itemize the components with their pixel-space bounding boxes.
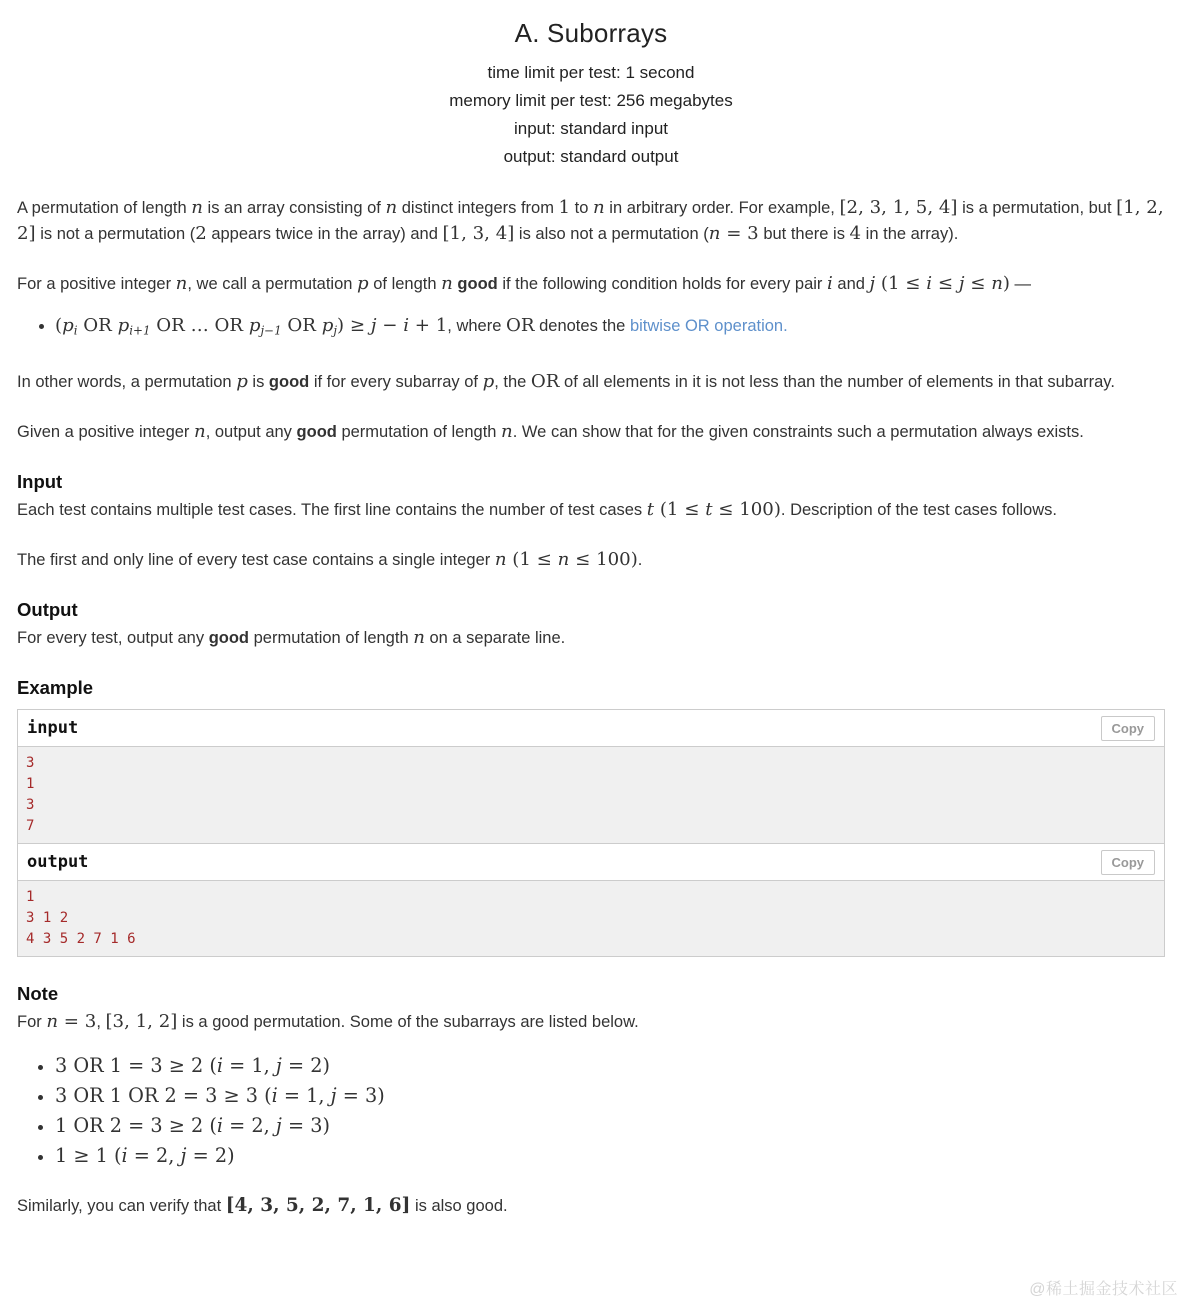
sample-input-line: 1: [26, 776, 35, 793]
statement-paragraph-1: A permutation of length n is an array consisting of n distinct integers from 1 to n in arbitrary order. For example, [2, 3, 1, 5, 4] is a permutation, but [1, 2, 2] is not a permutation (2 appears twice in the array) and [1, 3, 4] is also not a permutation (n = 3 but there is 4 in the array).: [17, 197, 1164, 244]
statement-paragraph-3: In other words, a permutation p is good if for every subarray of p, the OR of all elements in it is not less than the number of elements in that subarray.: [17, 371, 1115, 393]
sample-output-line: 1: [26, 889, 35, 906]
output-section-heading: Output: [17, 599, 78, 621]
sample-output-body: [18, 881, 1164, 956]
sample-input-header: [18, 710, 1164, 747]
sample-input-title: input: [27, 718, 79, 739]
condition-list: [17, 311, 1165, 345]
problem-meta: [17, 59, 1165, 171]
input-spec: input: standard input: [513, 119, 669, 138]
problem-header: [17, 18, 1165, 171]
sample-input-body: [18, 747, 1164, 844]
copy-output-button[interactable]: Copy: [1101, 850, 1156, 875]
sample-output-line: 3 1 2: [26, 910, 69, 927]
note-item: • 3 OR 1 OR 2 = 3 ≥ 3 (i = 1, j = 3): [55, 1081, 1165, 1111]
problem-page: [0, 18, 1190, 1305]
note-intro: For n = 3, [3, 1, 2] is a good permutation. Some of the subarrays are listed below.: [17, 1011, 639, 1033]
statement-paragraph-2: For a positive integer n, we call a permutation p of length n good if the following condition holds for every pair i and j (1 ≤ i ≤ j ≤ n) —: [17, 273, 1032, 294]
input-paragraph-2: The first and only line of every test case contains a single integer n (1 ≤ n ≤ 100).: [17, 549, 643, 571]
sample-input-line: 3: [26, 797, 35, 814]
input-section-heading: Input: [17, 471, 63, 493]
statement-paragraph-4: Given a positive integer n, output any good permutation of length n. We can show that for the given constraints such a permutation always exists.: [17, 421, 1084, 443]
note-final: Similarly, you can verify that [4, 3, 5, 2, 7, 1, 6] is also good.: [17, 1195, 508, 1217]
note-item: • 3 OR 1 = 3 ≥ 2 (i = 1, j = 2): [55, 1051, 1165, 1081]
sample-output-line: 4 3 5 2 7 1 6: [26, 931, 136, 948]
problem-body: [17, 195, 1165, 1219]
sample-input-line: 7: [26, 818, 35, 835]
time-limit: time limit per test: 1 second: [487, 63, 695, 82]
output-spec: output: standard output: [503, 147, 679, 166]
memory-limit: memory limit per test: 256 megabytes: [449, 91, 733, 110]
problem-title: A. Suborrays: [514, 18, 668, 48]
example-section-heading: Example: [17, 677, 94, 699]
output-paragraph-1: For every test, output any good permutation of length n on a separate line.: [17, 627, 566, 649]
copy-input-button[interactable]: Copy: [1101, 716, 1156, 741]
condition-item: • ($p_i$ OR $p_{i+1}$ OR … OR $p_{j-1}$ OR $p_j) \ge j - i + 1$, where OR denotes the bitwise OR operation.: [55, 311, 1165, 345]
sample-tests: [17, 709, 1165, 957]
note-list: [17, 1051, 1165, 1171]
sample-output-header: [18, 844, 1164, 881]
sample-input-line: 3: [26, 755, 35, 772]
input-paragraph-1: Each test contains multiple test cases. The first line contains the number of test cases t (1 ≤ t ≤ 100). Description of the test cases follows.: [17, 499, 1057, 521]
note-item: • 1 OR 2 = 3 ≥ 2 (i = 2, j = 3): [55, 1111, 1165, 1141]
note-section-heading: Note: [17, 983, 59, 1005]
bitwise-or-link[interactable]: bitwise OR operation.: [629, 317, 788, 335]
sample-output-title: output: [27, 852, 89, 873]
watermark: @稀土掘金技术社区: [1029, 1281, 1178, 1298]
note-item: • 1 ≥ 1 (i = 2, j = 2): [55, 1141, 1165, 1171]
